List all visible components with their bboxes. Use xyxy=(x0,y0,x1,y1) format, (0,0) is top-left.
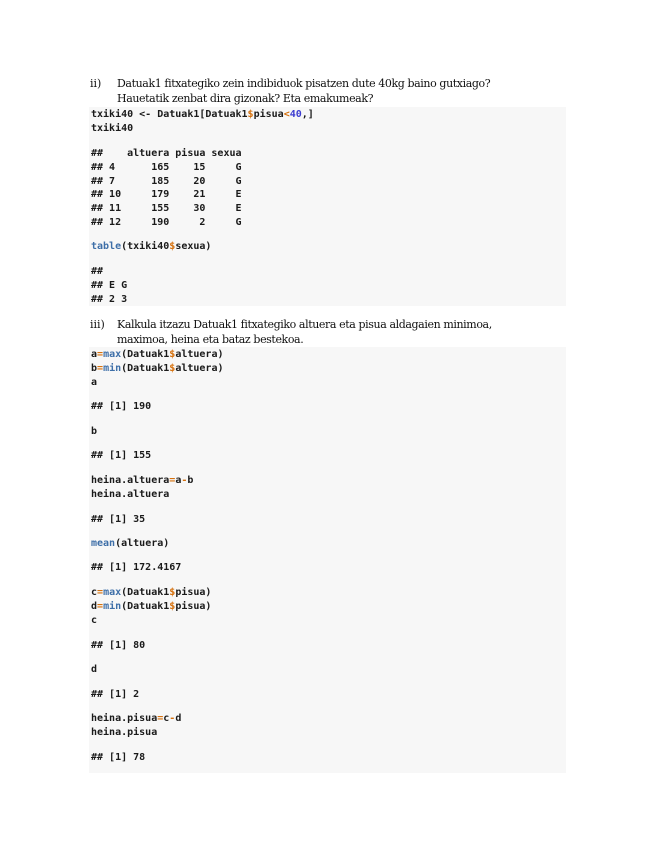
question-iii-line1: Kalkula itzazu Datuak1 fitxategiko altuera eta pisua aldagaien minimoa, xyxy=(117,318,492,331)
question-ii-line1: Datuak1 fitxategiko zein indibiduok pisatzen dute 40kg baino gutxiago? xyxy=(117,77,491,90)
code-iii-print-d: d xyxy=(91,664,98,675)
code-iii-ab-assign: a=max(Datuak1$altuera) b=min(Datuak1$altuera) a xyxy=(91,349,224,388)
code-iii-heina-pisua: heina.pisua=c-d heina.pisua xyxy=(91,713,182,738)
code-iii-out-b: ## [1] 155 xyxy=(91,450,152,461)
question-ii-line2: Hauetatik zenbat dira gizonak? Eta emakumeak? xyxy=(117,92,374,105)
code-iii-out-d: ## [1] 2 xyxy=(91,689,140,700)
code-iii-out-heina-pisua: ## [1] 78 xyxy=(91,752,146,763)
code-iii-out-heina-altuera: ## [1] 35 xyxy=(91,514,146,525)
code-ii-freq-output: ## ## E G ## 2 3 xyxy=(91,266,128,305)
code-iii-mean-call: mean(altuera) xyxy=(91,538,170,549)
question-iii-line2: maximoa, heina eta bataz bestekoa. xyxy=(117,333,304,346)
code-ii-table-output: ## altuera pisua sexua ## 4 165 15 G ## 7 185 20 G ## 10 179 21 E ## 11 155 30 E ## 12 190 2 G xyxy=(91,148,242,228)
question-iii-number: iii) xyxy=(90,318,105,331)
code-iii-out-a: ## [1] 190 xyxy=(91,401,152,412)
code-ii-input1: txiki40 <- Datuak1[Datuak1$pisua<40,] txiki40 xyxy=(91,109,314,134)
question-iii xyxy=(90,317,530,347)
question-ii-number: ii) xyxy=(90,77,102,90)
code-block-iii xyxy=(89,347,566,773)
code-iii-print-b: b xyxy=(91,426,98,437)
code-ii-table-call: table(txiki40$sexua) xyxy=(91,241,212,252)
code-iii-heina-altuera: heina.altuera=a-b heina.altuera xyxy=(91,475,194,500)
question-ii xyxy=(90,76,530,106)
code-iii-out-c: ## [1] 80 xyxy=(91,640,146,651)
code-iii-out-mean: ## [1] 172.4167 xyxy=(91,562,182,573)
code-iii-cd-assign: c=max(Datuak1$pisua) d=min(Datuak1$pisua) c xyxy=(91,587,212,626)
